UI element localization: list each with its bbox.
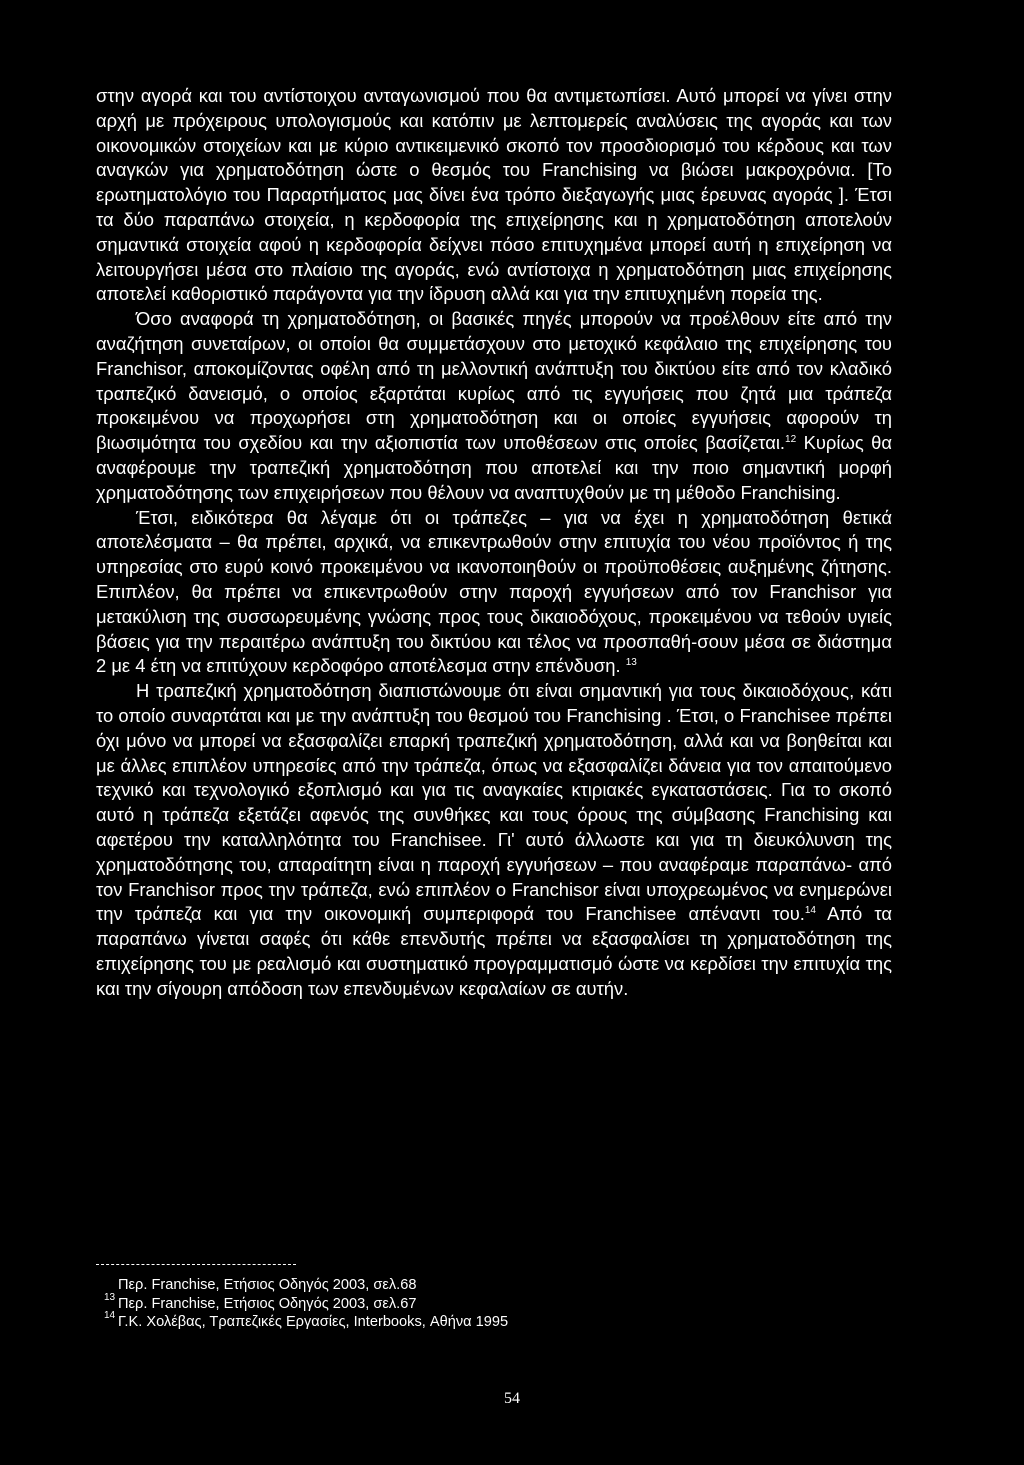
body-text: [96, 84, 892, 1001]
footnote-text: Περ. Franchise, Ετήσιος Οδηγός 2003, σελ.67: [118, 1295, 417, 1312]
paragraph-4: Η τραπεζική χρηματοδότηση διαπιστώνουμε ότι είναι σημαντική για τους δικαιοδόχους, κάτι το οποίο συναρτάται και με την ανάπτυξη του θεσμού του Franchising . Έτσι, ο Franchisee πρέπει όχι μόνο να μπορεί να εξασφαλίζει επαρκή τραπεζική χρηματοδότηση, αλλά και να βοηθείται και με άλλες επιπλέον υπηρεσίες από την τράπεζα, όπως να εξασφαλίζει δάνεια για τον απαιτούμενο τεχνικό και τεχνολογικό εξοπλισμό και για τις αναγκαίες κτιριακές εγκαταστάσεις. Για το σκοπό αυτό η τράπεζα εξετάζει αφενός της συνθήκες και τους όρους της σύμβασης Franchising και αφετέρου την καταλληλότητα του Franchisee. Γι' αυτό άλλωστε και για τη διευκόλυνση της χρηματοδότησης του, απαραίτητη είναι η παροχή εγγυήσεων – που αναφέραμε παραπάνω- από τον Franchisor προς την τράπεζα, ενώ επιπλέον ο Franchisor είναι υποχρεωμένος να ενημερώνει την τράπεζα και για την οικονομική συμπεριφορά του Franchisee απέναντι του.$^{14}$ Από τα παραπάνω γίνεται σαφές ότι κάθε επενδυτής πρέπει να εξασφαλίσει τη χρηματοδότηση της επιχείρησης του με ρεαλισμό και συστηματικό προγραμματισμό ώστε να κερδίσει την επιτυχία της και την σίγουρη απόδοση των επενδυμένων κεφαλαίων σε αυτήν.: [96, 680, 892, 999]
footnote-number: 13: [104, 1291, 116, 1303]
footnote-ref-12: 12: [785, 434, 797, 446]
footnote: [104, 1310, 509, 1332]
paragraph-2: Όσο αναφορά τη χρηματοδότηση, οι βασικές πηγές μπορούν να προέλθουν είτε από την αναζήτηση συνεταίρων, οι οποίοι θα συμμετάσχουν στο μετοχικό κεφάλαιο της επιχείρησης του Franchisor, αποκομίζοντας οφέλη από τη μελλοντική ανάπτυξη του δικτύου είτε από τον κλαδικό τραπεζικό δανεισμό, ο οποίος εξαρτάται κυρίως από τις εγγυήσεις που ζητά μια τράπεζα προκειμένου να προχωρήσει στη χρηματοδότηση και οι οποίες εγγυήσεις αφορούν τη βιωσιμότητα του σχεδίου και την αξιοπιστία των υποθέσεων στις οποίες βασίζεται.$^{12}$ Κυρίως θα αναφέρουμε την τραπεζική χρηματοδότηση που αποτελεί και την ποιο σημαντική μορφή χρηματοδότησης των επιχειρήσεων που θέλουν να αναπτυχθούν με τη μέθοδο Franchising.: [96, 308, 892, 503]
footnote-text: Γ.Κ. Χολέβας, Τραπεζικές Εργασίες, Interbooks, Αθήνα 1995: [118, 1314, 509, 1331]
footnote: [104, 1291, 508, 1314]
footnote-number: 14: [104, 1310, 116, 1322]
footnotes: [104, 1276, 509, 1332]
footnote-separator: [96, 1264, 296, 1265]
paragraph-3: Έτσι, ειδικότερα θα λέγαμε ότι οι τράπεζες – για να έχει η χρηματοδότηση θετικά αποτελέσματα – θα πρέπει, αρχικά, να επικεντρωθούν στην επιτυχία του νέου προϊόντος ή της υπηρεσίας στο ευρύ κοινό προκειμένου να ικανοποιηθούν οι προϋποθέσεις αυξημένης ζήτησης. Επιπλέον, θα πρέπει να επικεντρωθούν στην παροχή εγγυήσεων από τον Franchisor για μετακύλιση της συσσωρευμένης γνώσης προς τους δικαιοδόχους, προκειμένου να τεθούν υγιείς βάσεις για την περαιτέρω ανάπτυξη του δικτύου και τέλος να προσπαθή-σουν μέσα σε διάστημα 2 με 4 έτη να επιτύχουν κερδοφόρο αποτέλεσμα στην επένδυση. $^{13}$: [96, 506, 892, 677]
footnote-text: Περ. Franchise, Ετήσιος Οδηγός 2003, σελ.68: [118, 1277, 417, 1293]
footnote-ref-13: 13: [625, 657, 637, 669]
footnote-ref-14: 14: [804, 905, 816, 917]
footnote: [118, 1276, 508, 1295]
paragraph-1: στην αγορά και του αντίστοιχου ανταγωνισμού που θα αντιμετωπίσει. Αυτό μπορεί να γίνει στην αρχή με πρόχειρους υπολογισμούς και κατόπιν με λεπτομερείς αναλύσεις της αγοράς και των οικονομικών στοιχείων και με κύριο αντικειμενικό σκοπό τον προσδιορισμό του κέρδους και των αναγκών για χρηματοδότηση ώστε ο θεσμός του Franchising να βιώσει μακροχρόνια. [Το ερωτηματολόγιο του Παραρτήματος μας δίνει ένα τρόπο διεξαγωγής μιας έρευνας αγοράς ]. Έτσι τα δύο παραπάνω στοιχεία, η κερδοφορία της επιχείρησης και η χρηματοδότηση αποτελούν σημαντικά στοιχεία αφού η κερδοφορία δείχνει πόσο επιτυχημένα μπορεί αυτή η επιχείρηση να λειτουργήσει μέσα στο πλαίσιο της αγοράς, ενώ αντίστοιχα η χρηματοδότηση μιας επιχείρησης αποτελεί καθοριστικό παράγοντα για την ίδρυση αλλά και για την επιτυχημένη πορεία της.: [96, 85, 892, 305]
page-number: 54: [504, 1390, 520, 1407]
